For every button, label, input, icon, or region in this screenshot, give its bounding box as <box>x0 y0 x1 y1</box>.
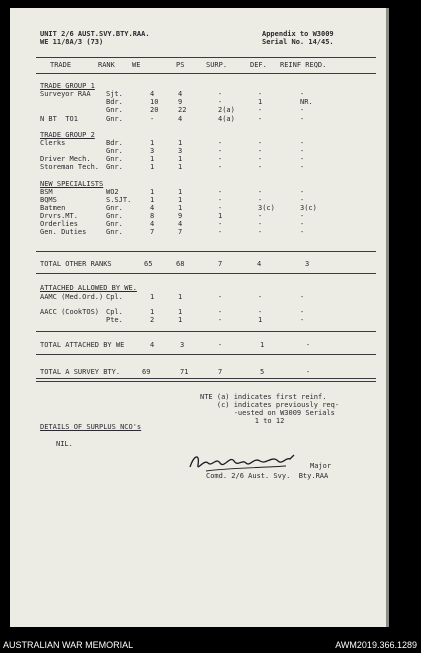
cell-r6-ps: 3 <box>178 147 183 155</box>
cell-r2-def: 1 <box>258 98 263 106</box>
cell-r3-reinf: - <box>300 106 305 114</box>
cell-r9-ps: 1 <box>178 188 183 196</box>
cell-r1-ps: 4 <box>178 90 183 98</box>
total-att-reinf: - <box>306 341 311 349</box>
cell-r3-rank: Gnr. <box>106 106 123 114</box>
cell-r5-we: 1 <box>150 139 155 147</box>
cell-r10-trade: BQMS <box>40 196 57 204</box>
cell-a2-rank: Cpl. <box>106 308 123 316</box>
total-bty-surp: 7 <box>218 368 223 376</box>
cell-r13-reinf: - <box>300 220 305 228</box>
rule-before-att <box>36 331 376 332</box>
rule-final-1 <box>36 378 376 379</box>
cell-r8-ps: 1 <box>178 163 183 171</box>
note-line-1: NTE (a) indicates first reinf. <box>200 393 327 401</box>
cell-r1-we: 4 <box>150 90 155 98</box>
cell-r3-def: - <box>258 106 263 114</box>
cell-r2-surp: - <box>218 98 223 106</box>
note-line-3: -uested on W3009 Serials <box>200 409 335 417</box>
archive-footer <box>0 636 421 653</box>
cell-a3-def: 1 <box>258 316 263 324</box>
cell-r3-we: 20 <box>150 106 159 114</box>
cell-a2-trade: AACC (CookTOS) <box>40 308 100 316</box>
cell-r14-def: - <box>258 228 263 236</box>
total-bty-label: TOTAL A SURVEY BTY. <box>40 368 121 376</box>
cell-r9-we: 1 <box>150 188 155 196</box>
total-att-ps: 3 <box>180 341 185 349</box>
total-other-ps: 68 <box>176 260 185 268</box>
rule-top <box>36 57 376 58</box>
cell-a1-def: - <box>258 293 263 301</box>
total-att-label: TOTAL ATTACHED BY WE <box>40 341 125 349</box>
cell-r1-reinf: - <box>300 90 305 98</box>
cell-r9-reinf: - <box>300 188 305 196</box>
cell-r14-trade: Gen. Duties <box>40 228 87 236</box>
cell-r7-we: 1 <box>150 155 155 163</box>
signature-comd: Comd. 2/6 Aust. Svy. Bty.RAA <box>206 472 329 480</box>
cell-r6-rank: Gnr. <box>106 147 123 155</box>
cell-r1-def: - <box>258 90 263 98</box>
surplus-title: DETAILS OF SURPLUS NCO's <box>40 423 142 431</box>
group-attached: ATTACHED ALLOWED BY WE. <box>40 284 137 292</box>
note-line-4: 1 to 12 <box>200 417 285 425</box>
cell-r6-surp: - <box>218 147 223 155</box>
cell-r14-reinf: - <box>300 228 305 236</box>
cell-a1-surp: - <box>218 293 223 301</box>
unit-line: UNIT 2/6 AUST.SVY.BTY.RAA. <box>40 30 150 38</box>
cell-r2-we: 10 <box>150 98 159 106</box>
rule-after-att <box>36 354 376 355</box>
cell-a2-reinf: - <box>300 308 305 316</box>
cell-r4-rank: Gnr. <box>106 115 123 123</box>
cell-a2-surp: - <box>218 308 223 316</box>
cell-r10-def: - <box>258 196 263 204</box>
cell-r9-surp: - <box>218 188 223 196</box>
signature-rank: Major <box>310 462 332 470</box>
cell-r9-trade: BSM <box>40 188 53 196</box>
cell-r14-rank: Gnr. <box>106 228 123 236</box>
col-ps: PS <box>176 61 185 69</box>
cell-r7-ps: 1 <box>178 155 183 163</box>
cell-r10-ps: 1 <box>178 196 183 204</box>
serial-line: Serial No. 14/45. <box>262 38 334 46</box>
cell-a1-ps: 1 <box>178 293 183 301</box>
cell-r13-ps: 4 <box>178 220 183 228</box>
cell-a3-ps: 1 <box>178 316 183 324</box>
cell-r4-ps: 4 <box>178 115 183 123</box>
cell-r12-trade: Drvrs.MT. <box>40 212 78 220</box>
cell-r10-rank: S.SJT. <box>106 196 132 204</box>
total-other-label: TOTAL OTHER RANKS <box>40 260 112 268</box>
cell-r5-def: - <box>258 139 263 147</box>
cell-r7-trade: Driver Mech. <box>40 155 91 163</box>
cell-r1-trade: Surveyor RAA <box>40 90 91 98</box>
total-bty-we: 69 <box>142 368 151 376</box>
group-new-specialists: NEW SPECIALISTS <box>40 180 104 188</box>
cell-r7-def: - <box>258 155 263 163</box>
cell-r2-rank: Bdr. <box>106 98 123 106</box>
cell-r4-surp: 4(a) <box>218 115 235 123</box>
cell-r5-reinf: - <box>300 139 305 147</box>
cell-r12-def: - <box>258 212 263 220</box>
col-we: WE <box>132 61 141 69</box>
col-def: DEF. <box>250 61 267 69</box>
cell-r3-ps: 22 <box>178 106 187 114</box>
cell-r8-def: - <box>258 163 263 171</box>
col-rank: RANK <box>98 61 115 69</box>
footer-institution: AUSTRALIAN WAR MEMORIAL <box>3 640 134 650</box>
total-att-def: 1 <box>260 341 265 349</box>
cell-r11-ps: 1 <box>178 204 183 212</box>
cell-r2-reinf: NR. <box>300 98 313 106</box>
footer-accession: AWM2019.366.1289 <box>335 640 417 650</box>
cell-r6-def: - <box>258 147 263 155</box>
total-other-surp: 7 <box>218 260 223 268</box>
total-bty-ps: 71 <box>180 368 189 376</box>
cell-r14-surp: - <box>218 228 223 236</box>
cell-r12-rank: Gnr. <box>106 212 123 220</box>
cell-r10-reinf: - <box>300 196 305 204</box>
cell-r6-reinf: - <box>300 147 305 155</box>
cell-r2-ps: 9 <box>178 98 183 106</box>
appendix-line: Appendix to W3009 <box>262 30 334 38</box>
cell-r8-rank: Gnr. <box>106 163 123 171</box>
cell-r12-reinf: - <box>300 212 305 220</box>
cell-r7-rank: Gnr. <box>106 155 123 163</box>
total-other-we: 65 <box>144 260 153 268</box>
cell-r6-we: 3 <box>150 147 155 155</box>
total-att-surp: - <box>218 341 223 349</box>
cell-a2-we: 1 <box>150 308 155 316</box>
note-line-2: (c) indicates previously req- <box>200 401 340 409</box>
cell-r13-rank: Gnr. <box>106 220 123 228</box>
cell-r9-def: - <box>258 188 263 196</box>
cell-r4-we: - <box>150 115 155 123</box>
cell-r14-ps: 7 <box>178 228 183 236</box>
cell-r10-we: 1 <box>150 196 155 204</box>
col-reinf: REINF REQD. <box>280 61 327 69</box>
cell-r5-ps: 1 <box>178 139 183 147</box>
total-bty-def: 5 <box>260 368 265 376</box>
rule-after-total <box>36 273 376 274</box>
cell-r11-def: 3(c) <box>258 204 275 212</box>
cell-r11-trade: Batmen <box>40 204 66 212</box>
group-trade-1: TRADE GROUP 1 <box>40 82 95 90</box>
cell-r8-surp: - <box>218 163 223 171</box>
cell-r13-we: 4 <box>150 220 155 228</box>
cell-a2-ps: 1 <box>178 308 183 316</box>
cell-r7-surp: - <box>218 155 223 163</box>
cell-r5-trade: Clerks <box>40 139 66 147</box>
col-trade: TRADE <box>50 61 72 69</box>
group-trade-2: TRADE GROUP 2 <box>40 131 95 139</box>
rule-before-total <box>36 251 376 252</box>
cell-a1-reinf: - <box>300 293 305 301</box>
total-other-reinf: 3 <box>305 260 310 268</box>
total-bty-reinf: - <box>306 368 311 376</box>
rule-header <box>36 73 376 74</box>
cell-r13-def: - <box>258 220 263 228</box>
cell-r1-rank: Sjt. <box>106 90 123 98</box>
cell-r12-we: 8 <box>150 212 155 220</box>
cell-r7-reinf: - <box>300 155 305 163</box>
cell-r4-def: - <box>258 115 263 123</box>
cell-a3-surp: - <box>218 316 223 324</box>
surplus-value: NIL. <box>56 440 73 448</box>
cell-r14-we: 7 <box>150 228 155 236</box>
cell-r9-rank: WO2 <box>106 188 119 196</box>
cell-r4-trade: N BT TO1 <box>40 115 78 123</box>
cell-r5-rank: Bdr. <box>106 139 123 147</box>
cell-r12-ps: 9 <box>178 212 183 220</box>
cell-r13-trade: Orderlies <box>40 220 78 228</box>
cell-r11-reinf: 3(c) <box>300 204 317 212</box>
document-page <box>10 8 386 627</box>
cell-a1-we: 1 <box>150 293 155 301</box>
cell-a1-rank: Cpl. <box>106 293 123 301</box>
cell-a3-we: 2 <box>150 316 155 324</box>
cell-r13-surp: - <box>218 220 223 228</box>
cell-a3-rank: Pte. <box>106 316 123 324</box>
page-edge-shadow <box>386 8 389 627</box>
total-att-we: 4 <box>150 341 155 349</box>
col-surp: SURP. <box>206 61 228 69</box>
cell-r11-rank: Gnr. <box>106 204 123 212</box>
cell-r11-surp: - <box>218 204 223 212</box>
cell-a2-def: - <box>258 308 263 316</box>
total-other-def: 4 <box>257 260 262 268</box>
we-line: WE 11/8A/3 (73) <box>40 38 104 46</box>
cell-r8-we: 1 <box>150 163 155 171</box>
rule-final-2 <box>36 381 376 382</box>
cell-r12-surp: 1 <box>218 212 223 220</box>
cell-a1-trade: AAMC (Med.Ord.) <box>40 293 104 301</box>
cell-r5-surp: - <box>218 139 223 147</box>
cell-r11-we: 4 <box>150 204 155 212</box>
cell-r8-reinf: - <box>300 163 305 171</box>
cell-r10-surp: - <box>218 196 223 204</box>
cell-r8-trade: Storeman Tech. <box>40 163 100 171</box>
cell-r1-surp: - <box>218 90 223 98</box>
cell-r3-surp: 2(a) <box>218 106 235 114</box>
cell-a3-reinf: - <box>300 316 305 324</box>
cell-r4-reinf: - <box>300 115 305 123</box>
